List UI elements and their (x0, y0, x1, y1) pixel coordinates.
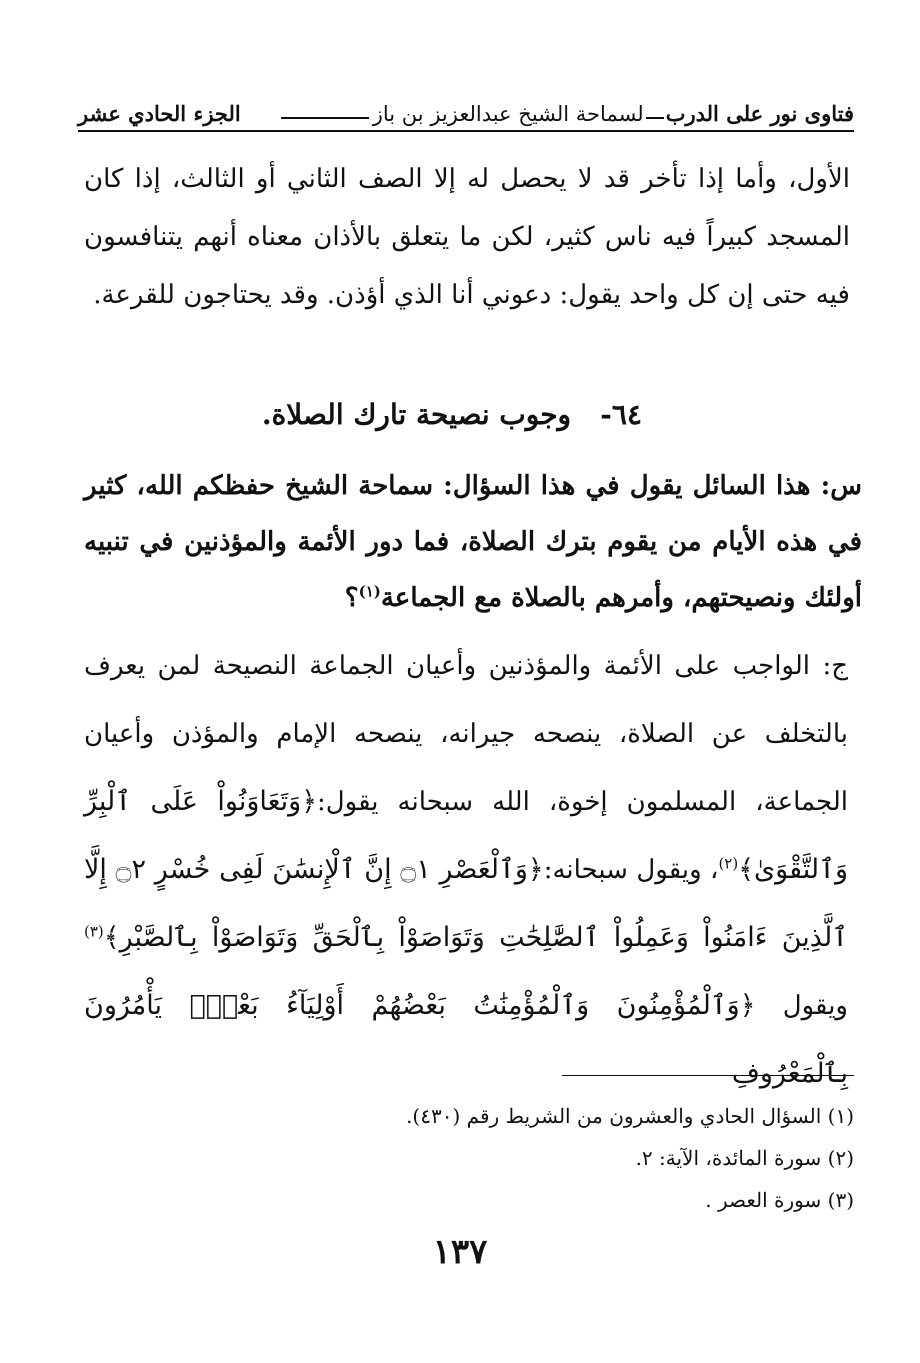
question-paragraph (84, 458, 862, 626)
answer-mid: ، ويقول سبحانه: (543, 855, 719, 885)
footnote-ref-2: (٢) (718, 854, 739, 873)
verse-asr: ﴿وَٱلْعَصْرِ ۝١ إِنَّ ٱلْإِنسَٰنَ لَفِى خُسْرٍ ۝٢ إِلَّا ٱلَّذِينَ ءَامَنُواْ وَعَمِلُواْ ٱلصَّٰلِحَٰتِ وَتَوَاصَوْاْ بِٱلْحَقِّ وَتَوَاصَوْاْ بِٱلصَّبْرِ﴾ (84, 854, 848, 953)
footnotes (200, 1095, 854, 1221)
footnote-1: (١) السؤال الحادي والعشرون من الشريط رقم (٤٣٠). (406, 1104, 854, 1128)
question-mark: ؟ (344, 583, 359, 613)
book-title: فتاوى نور على الدرب (665, 101, 854, 126)
footnote-ref-3: (٣) (84, 922, 104, 941)
volume-label: الجزء الحادي عشر (78, 101, 241, 126)
header-separator-long (281, 117, 369, 119)
header-title-group (277, 101, 854, 126)
verse-tawbah: ﴿وَٱلْمُؤْمِنُونَ وَٱلْمُؤْمِنَٰتُ بَعْضُهُمْ أَوْلِيَآءُ بَعْضٍۚ يَأْمُرُونَ بِٱلْمَعْرُوفِ (84, 990, 848, 1089)
running-header (78, 86, 854, 126)
section-number: ٦٤- (600, 398, 642, 431)
header-rule (78, 130, 854, 132)
section-title-text: وجوب نصيحة تارك الصلاة. (261, 398, 572, 431)
book-author: لسماحة الشيخ عبدالعزيز بن باز (372, 102, 644, 126)
footnote-2: (٢) سورة المائدة، الآية: ٢. (635, 1146, 854, 1170)
footnote-ref-1: (١) (358, 582, 381, 601)
answer-intro: ج: الواجب على الأئمة والمؤذنين وأعيان الجماعة النصيحة لمن يعرف بالتخلف عن الصلاة، ينصحه جيرانه، ينصحه الإمام والمؤذن وأعيان الجماعة، المسلمون إخوة، الله سبحانه يقول: (84, 651, 848, 817)
page-number: ١٣٧ (432, 1232, 488, 1272)
verse-maidah: ﴿وَتَعَاوَنُواْ عَلَى ٱلْبِرِّ وَٱلتَّقْوَىٰ﴾ (84, 786, 849, 885)
answer-tail: ويقول (782, 991, 848, 1021)
section-heading (262, 398, 642, 431)
header-separator (646, 117, 664, 119)
footnote-rule (562, 1075, 854, 1076)
footnote-3: (٣) سورة العصر . (705, 1188, 854, 1212)
answer-paragraph (84, 632, 848, 1108)
question-text: س: هذا السائل يقول في هذا السؤال: سماحة الشيخ حفظكم الله، كثير في هذه الأيام من يقوم بترك الصلاة، فما دور الأئمة والمؤذنين في تنبيه أولئك ونصيحتهم، وأمرهم بالصلاة مع الجماعة (84, 471, 862, 613)
opening-paragraph: الأول، وأما إذا تأخر قد لا يحصل له إلا الصف الثاني أو الثالث، إذا كان المسجد كبيراً فيه ناس كثير، لكن ما يتعلق بالأذان معناه أنهم يتنافسون فيه حتى إن كل واحد يقول: دعوني أنا الذي أؤذن. وقد يحتاجون للقرعة. (84, 164, 850, 310)
